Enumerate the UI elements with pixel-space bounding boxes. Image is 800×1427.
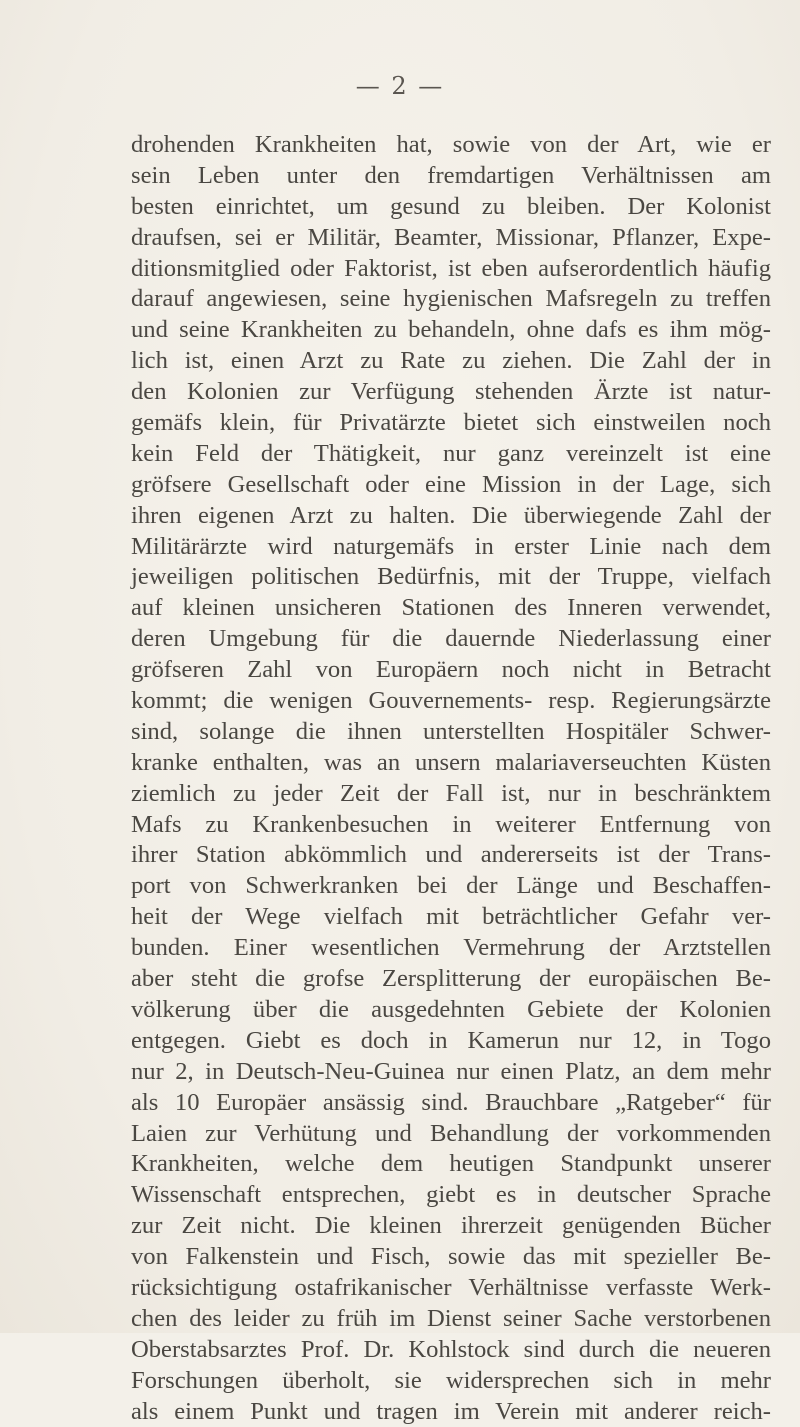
text-line: gröfseren Zahl von Europäern noch nicht in Betracht (131, 656, 771, 684)
text-line: als einem Punkt und tragen im Verein mit anderer reich- (131, 1397, 771, 1425)
text-line: bunden. Einer wesentlichen Vermehrung der Arztstellen (131, 934, 771, 962)
text-line: aber steht die grofse Zersplitterung der europäischen Be- (131, 965, 771, 993)
text-line: heit der Wege vielfach mit beträchtlicher Gefahr ver- (131, 903, 771, 931)
text-line: kein Feld der Thätigkeit, nur ganz vereinzelt ist eine (131, 439, 771, 467)
text-line: ihrer Station abkömmlich und andererseits ist der Trans- (131, 841, 771, 869)
text-line: sind, solange die ihnen unterstellten Hospitäler Schwer- (131, 717, 771, 745)
text-line: ditionsmitglied oder Faktorist, ist eben aufserordentlich häufig (131, 254, 771, 282)
text-line: besten einrichtet, um gesund zu bleiben. Der Kolonist (131, 192, 771, 220)
text-line: sein Leben unter den fremdartigen Verhältnissen am (131, 161, 771, 189)
text-line: Forschungen überholt, sie widersprechen sich in mehr (131, 1366, 771, 1394)
text-line: völkerung über die ausgedehnten Gebiete der Kolonien (131, 995, 771, 1023)
text-line: entgegen. Giebt es doch in Kamerun nur 12, in Togo (131, 1026, 771, 1054)
text-line: auf kleinen unsicheren Stationen des Inneren verwendet, (131, 594, 771, 622)
text-line: jeweiligen politischen Bedürfnis, mit der Truppe, vielfach (131, 563, 771, 591)
text-line: gröfsere Gesellschaft oder eine Mission in der Lage, sich (131, 470, 771, 498)
text-line: als 10 Europäer ansässig sind. Brauchbare „Ratgeber“ für (131, 1088, 771, 1116)
text-line: Krankheiten, welche dem heutigen Standpunkt unserer (131, 1150, 771, 1178)
text-line: Militärärzte wird naturgemäfs in erster Linie nach dem (131, 532, 771, 560)
text-line: port von Schwerkranken bei der Länge und Beschaffen- (131, 872, 771, 900)
text-line: draufsen, sei er Militär, Beamter, Missionar, Pflanzer, Expe- (131, 223, 771, 251)
text-line: Mafs zu Krankenbesuchen in weiterer Entfernung von (131, 810, 771, 838)
text-line: zur Zeit nicht. Die kleinen ihrerzeit genügenden Bücher (131, 1212, 771, 1240)
text-line: von Falkenstein und Fisch, sowie das mit spezieller Be- (131, 1243, 771, 1271)
text-line: Wissenschaft entsprechen, giebt es in deutscher Sprache (131, 1181, 771, 1209)
text-line: rücksichtigung ostafrikanischer Verhältnisse verfasste Werk- (131, 1273, 771, 1301)
text-line: chen des leider zu früh im Dienst seiner Sache verstorbenen (131, 1304, 771, 1332)
text-line: ziemlich zu jeder Zeit der Fall ist, nur in beschränktem (131, 779, 771, 807)
text-line: lich ist, einen Arzt zu Rate zu ziehen. Die Zahl der in (131, 347, 771, 375)
text-line: und seine Krankheiten zu behandeln, ohne dafs es ihm mög- (131, 316, 771, 344)
text-line: kranke enthalten, was an unsern malariaverseuchten Küsten (131, 748, 771, 776)
text-line: darauf angewiesen, seine hygienischen Mafsregeln zu treffen (131, 285, 771, 313)
body-paragraph (131, 130, 771, 1427)
text-line: ihren eigenen Arzt zu halten. Die überwiegende Zahl der (131, 501, 771, 529)
text-line: den Kolonien zur Verfügung stehenden Ärzte ist natur- (131, 378, 771, 406)
text-line: deren Umgebung für die dauernde Niederlassung einer (131, 625, 771, 653)
text-line: drohenden Krankheiten hat, sowie von der Art, wie er (131, 131, 771, 158)
text-line: Oberstabsarztes Prof. Dr. Kohlstock sind durch die neueren (131, 1335, 771, 1363)
text-line: nur 2, in Deutsch-Neu-Guinea nur einen Platz, an dem mehr (131, 1057, 771, 1085)
text-line: Laien zur Verhütung und Behandlung der vorkommenden (131, 1119, 771, 1147)
text-line: gemäfs klein, für Privatärzte bietet sich einstweilen noch (131, 409, 771, 437)
text-line: kommt; die wenigen Gouvernements- resp. Regierungsärzte (131, 687, 771, 715)
page-number: — 2 — (355, 72, 445, 100)
